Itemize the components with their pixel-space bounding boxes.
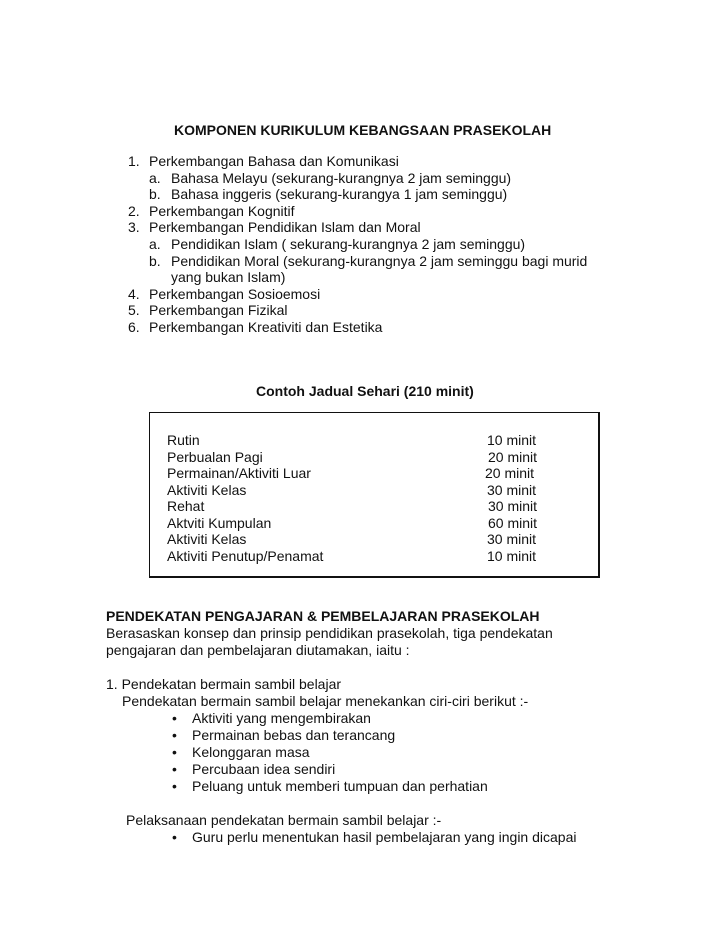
table-row <box>167 482 587 498</box>
sub-item-letter: b. <box>149 186 161 203</box>
list-item <box>128 153 718 170</box>
item-text: Perkembangan Fizikal <box>149 302 288 319</box>
list-item <box>128 286 718 303</box>
bullet-icon: • <box>172 778 177 794</box>
bullet-text: Guru perlu menentukan hasil pembelajaran yang ingin dicapai <box>192 829 577 845</box>
document-title: KOMPONEN KURIKULUM KEBANGSAAN PRASEKOLAH <box>174 122 552 138</box>
table-row <box>167 531 587 547</box>
pendekatan-section <box>106 608 716 846</box>
item-number: 3. <box>128 219 140 236</box>
bullet-item <box>106 829 716 846</box>
bullet-icon: • <box>172 727 177 743</box>
item-number: 2. <box>128 202 140 219</box>
sub-item-text: Bahasa Melayu (sekurang-kurangnya 2 jam seminggu) <box>171 169 512 186</box>
sub-item-letter: a. <box>149 169 161 186</box>
sub-item <box>128 236 718 253</box>
activity-cell: Aktiviti Penutup/Penamat <box>167 547 324 564</box>
sub-item-text: Pendidikan Islam ( sekurang-kurangnya 2 jam seminggu) <box>171 235 526 252</box>
item-number: 4. <box>128 285 140 302</box>
item-text: Perkembangan Kognitif <box>149 202 295 219</box>
sub-item-text: Pendidikan Moral (sekurang-kurangnya 2 jam seminggu bagi murid <box>171 252 588 269</box>
item-text: Perkembangan Kreativiti dan Estetika <box>149 318 383 335</box>
bullet-text: Aktiviti yang mengembirakan <box>192 710 371 726</box>
item-text: Perkembangan Bahasa dan Komunikasi <box>149 153 399 169</box>
activity-cell: Aktiviti Kelas <box>167 481 247 498</box>
sub-item-letter: b. <box>149 252 161 269</box>
activity-cell: Aktviti Kumpulan <box>167 514 272 531</box>
table-row <box>167 498 587 514</box>
bullet-icon: • <box>172 761 177 777</box>
bullet-icon: • <box>172 710 177 726</box>
intro-line: pengajaran dan pembelajaran diutamakan, iaitu : <box>106 642 410 658</box>
bullet-item <box>106 744 716 761</box>
schedule-table <box>149 412 600 578</box>
list-item <box>128 302 718 319</box>
activity-cell: Rehat <box>167 498 205 514</box>
bullet-item <box>106 761 716 778</box>
duration-cell: 30 minit <box>487 481 537 498</box>
list-item <box>128 203 718 220</box>
duration-cell: 30 minit <box>487 531 537 547</box>
sub-item <box>128 170 718 187</box>
sub-item-text: Bahasa inggeris (sekurang-kurangya 1 jam seminggu) <box>171 186 508 203</box>
duration-cell: 20 minit <box>485 465 535 481</box>
activity-cell: Perbualan Pagi <box>167 448 263 465</box>
sub-item <box>128 186 718 203</box>
kurikulum-list <box>128 153 718 336</box>
duration-cell: 20 minit <box>488 448 538 465</box>
bullet-icon: • <box>172 744 177 760</box>
duration-cell: 30 minit <box>488 498 538 514</box>
sub-item <box>128 253 718 270</box>
table-row <box>167 548 587 564</box>
bullet-item <box>106 727 716 744</box>
duration-cell: 60 minit <box>488 514 538 531</box>
table-row <box>167 465 587 481</box>
table-row <box>167 515 587 531</box>
intro-line: Berasaskan konsep dan prinsip pendidikan prasekolah, tiga pendekatan <box>106 625 553 641</box>
schedule-title: Contoh Jadual Sehari (210 minit) <box>256 383 474 399</box>
bullet-icon: • <box>172 829 177 845</box>
bullet-text: Peluang untuk memberi tumpuan dan perhatian <box>192 778 488 794</box>
item-number: 5. <box>128 302 140 319</box>
sub-item-letter: a. <box>149 235 161 252</box>
list-item <box>128 219 718 236</box>
bullet-item <box>106 710 716 727</box>
item-number: 6. <box>128 318 140 335</box>
item-number: 1. <box>128 153 140 169</box>
bullet-text: Percubaan idea sendiri <box>192 761 336 777</box>
table-row <box>167 432 587 448</box>
bullet-text: Kelonggaran masa <box>192 744 310 760</box>
section-heading: PENDEKATAN PENGAJARAN & PEMBELAJARAN PRASEKOLAH <box>106 608 540 624</box>
point-description: Pendekatan bermain sambil belajar menekankan ciri-ciri berikut :- <box>122 693 529 709</box>
activity-cell: Aktiviti Kelas <box>167 531 247 547</box>
item-text: Perkembangan Pendidikan Islam dan Moral <box>149 219 421 236</box>
point-title: 1. Pendekatan bermain sambil belajar <box>106 676 342 692</box>
sub-item-continuation: yang bukan Islam) <box>171 269 286 286</box>
duration-cell: 10 minit <box>487 547 537 564</box>
item-text: Perkembangan Sosioemosi <box>149 285 321 302</box>
table-row <box>167 449 587 465</box>
activity-cell: Permainan/Aktiviti Luar <box>167 465 311 481</box>
bullet-item <box>106 778 716 795</box>
duration-cell: 10 minit <box>487 432 537 448</box>
activity-cell: Rutin <box>167 432 200 448</box>
bullet-text: Permainan bebas dan terancang <box>192 727 396 743</box>
list-item <box>128 319 718 336</box>
pelaksanaan-title: Pelaksanaan pendekatan bermain sambil belajar :- <box>126 812 442 828</box>
